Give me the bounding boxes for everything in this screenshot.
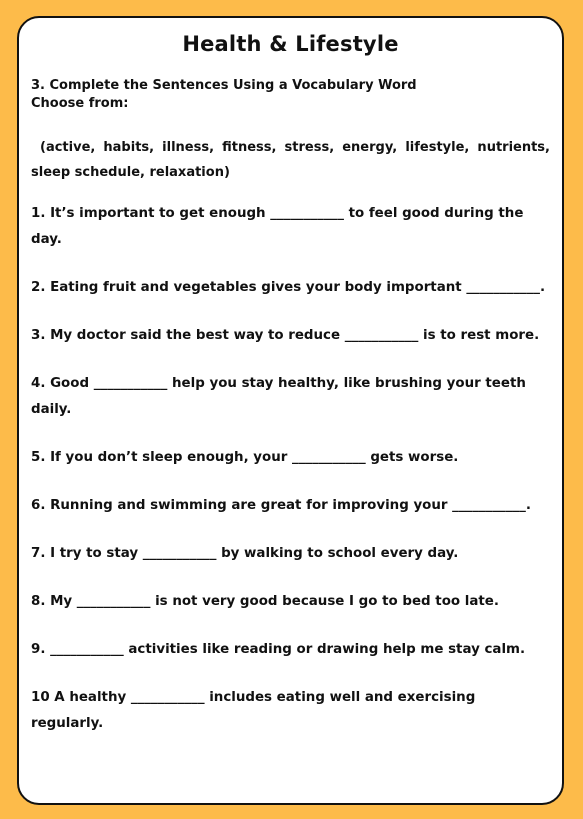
question-7: 7. I try to stay ___________ by walking to school every day. [31,546,459,561]
instruction-line-1: 3. Complete the Sentences Using a Vocabulary Word [31,78,417,93]
question-9: 9. ___________ activities like reading or drawing help me stay calm. [31,642,526,657]
question-1: 1. It’s important to get enough ___________ to feel good during the day. [31,206,524,247]
question-10: 10 A healthy ___________ includes eating well and exercising regularly. [31,690,476,731]
question-list [31,201,550,737]
question-4: 4. Good ___________ help you stay healthy, like brushing your teeth daily. [31,376,526,417]
question-6: 6. Running and swimming are great for improving your ___________. [31,498,531,513]
question-8: 8. My ___________ is not very good because I go to bed too late. [31,594,499,609]
question-2: 2. Eating fruit and vegetables gives your body important ___________. [31,280,546,295]
worksheet-card [17,16,564,805]
worksheet-title: Health & Lifestyle [182,32,399,56]
question-5: 5. If you don’t sleep enough, your ___________ gets worse. [31,450,459,465]
word-bank: (active, habits, illness, fitness, stress, energy, lifestyle, nutrients, sleep schedule, relaxation) [31,140,550,180]
instructions [31,77,550,113]
instruction-line-2: Choose from: [31,96,129,111]
question-3: 3. My doctor said the best way to reduce ___________ is to rest more. [31,328,540,343]
